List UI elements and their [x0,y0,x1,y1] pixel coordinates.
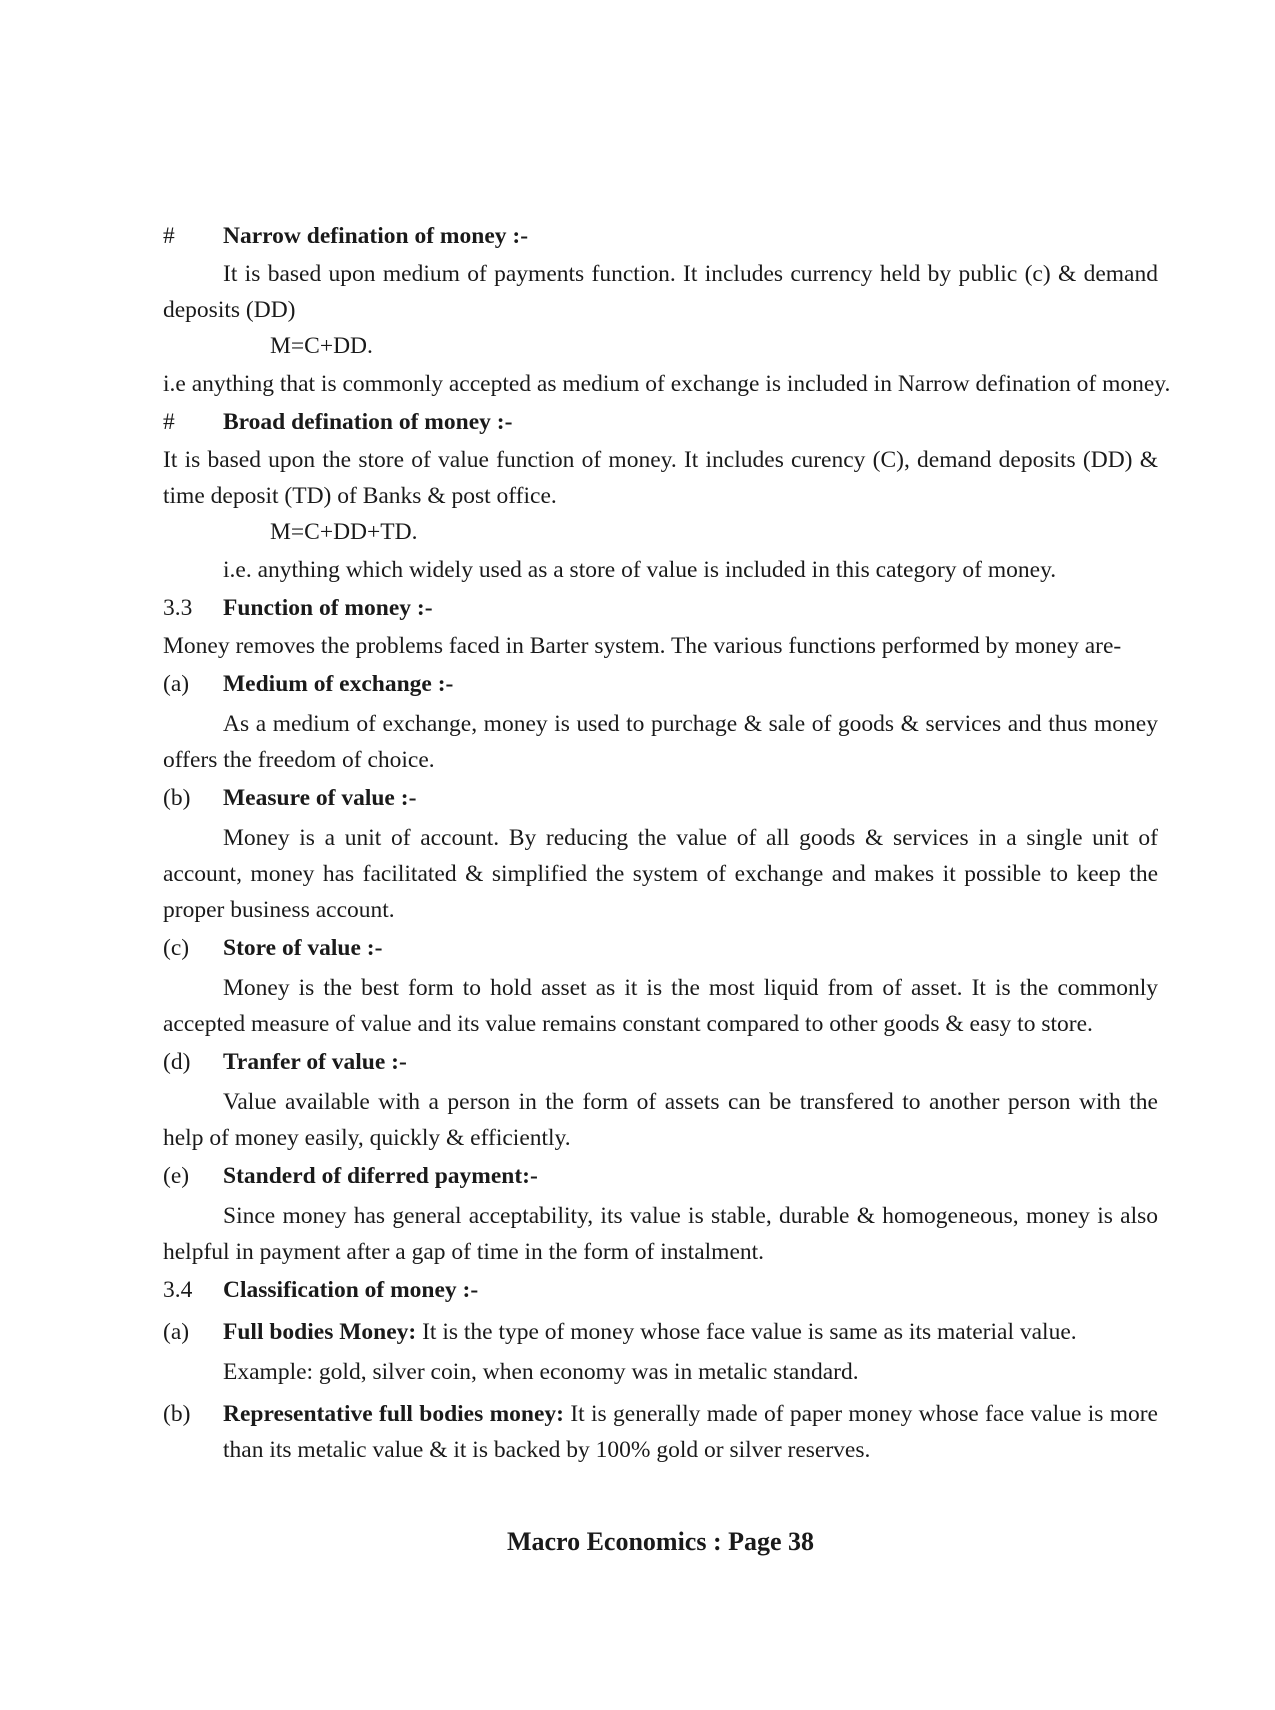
broad-definition-heading [163,404,1158,442]
item-marker: (b) [163,1401,191,1427]
function-item-heading [163,666,1158,704]
classification-item [163,1396,1158,1468]
document-body [163,218,1171,1468]
section-heading: Narrow defination of money :- [223,223,529,249]
narrow-definition-heading [163,218,1158,256]
function-item-text: Value available with a person in the form of assets can be transfered to another person with the help of money easily, quickly & efficiently. [163,1089,1158,1151]
item-term: Representative full bodies money: [223,1401,564,1427]
item-heading: Store of value :- [223,935,383,961]
section-heading: Broad defination of money :- [223,409,513,435]
item-marker: (a) [163,1319,190,1345]
function-item-text: As a medium of exchange, money is used to purchage & sale of goods & services and thus money offers the freedom of choice. [163,711,1158,773]
function-item-text: Money is a unit of account. By reducing the value of all goods & services in a single unit of account, money has facilitated & simplified the system of exchange and makes it possible to keep the proper business account. [163,825,1158,923]
function-item-heading [163,780,1158,818]
section-heading: Classification of money :- [223,1277,479,1303]
item-text: It is the type of money whose face value is same as its material value. [416,1319,1077,1345]
item-marker: (e) [163,1163,190,1189]
narrow-formula: M=C+DD. [270,333,373,359]
item-text: It is generally made of paper money whose face value is more than its metalic value & it is backed by 100% gold or silver reserves. [223,1401,1158,1463]
section-number: 3.4 [163,1277,193,1303]
functions-heading [163,590,1158,628]
section-heading: Function of money :- [223,595,433,621]
item-term: Full bodies Money: [223,1319,417,1345]
section-marker: # [163,409,175,435]
section-number: 3.3 [163,595,193,621]
classification-example: Example: gold, silver coin, when economy was in metalic standard. [223,1359,859,1385]
item-marker: (d) [163,1049,191,1075]
item-heading: Standerd of diferred payment:- [223,1163,538,1189]
item-heading: Tranfer of value :- [223,1049,407,1075]
narrow-note: i.e anything that is commonly accepted as medium of exchange is included in Narrow defination of money. [163,371,1171,397]
item-heading: Measure of value :- [223,785,417,811]
broad-note: i.e. anything which widely used as a store of value is included in this category of money. [223,557,1057,583]
classification-item [163,1314,1158,1350]
classification-heading [163,1272,1158,1310]
broad-definition-paragraph: It is based upon the store of value function of money. It includes curency (C), demand deposits (DD) & time deposit (TD) of Banks & post office. [163,447,1158,509]
broad-formula: M=C+DD+TD. [270,519,418,545]
item-heading: Medium of exchange :- [223,671,454,697]
function-item-text: Since money has general acceptability, its value is stable, durable & homogeneous, money is also helpful in payment after a gap of time in the form of instalment. [163,1203,1158,1265]
section-marker: # [163,223,175,249]
functions-intro: Money removes the problems faced in Barter system. The various functions performed by money are- [163,633,1122,659]
page-footer: Macro Economics : Page 38 [506,1527,815,1556]
item-marker: (b) [163,785,191,811]
function-item-text: Money is the best form to hold asset as it is the most liquid from of asset. It is the commonly accepted measure of value and its value remains constant compared to other goods & easy to store. [163,975,1158,1037]
function-item-heading [163,1158,1158,1196]
item-marker: (a) [163,671,190,697]
item-marker: (c) [163,935,190,961]
function-item-heading [163,1044,1158,1082]
function-item-heading [163,930,1158,968]
narrow-definition-paragraph: It is based upon medium of payments function. It includes currency held by public (c) & demand deposits (DD) [163,261,1158,323]
